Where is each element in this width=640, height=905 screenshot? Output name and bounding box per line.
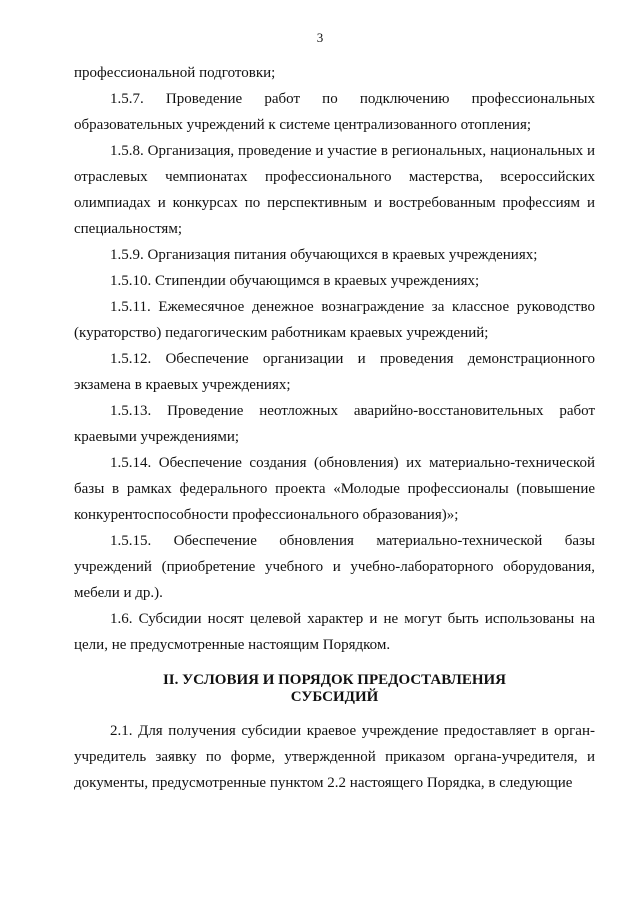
section-heading-line-1: II. УСЛОВИЯ И ПОРЯДОК ПРЕДОСТАВЛЕНИЯ bbox=[162, 672, 507, 688]
section-heading bbox=[74, 672, 595, 706]
paragraph-1-5-12: 1.5.12. Обеспечение организации и проведения демонстрационного экзамена в краевых учреждениях; bbox=[74, 351, 595, 393]
document-body bbox=[74, 60, 595, 796]
paragraph-1-5-9: 1.5.9. Организация питания обучающихся в краевых учреждениях; bbox=[110, 247, 538, 263]
paragraph-1-5-15: 1.5.15. Обеспечение обновления материально-технической базы учреждений (приобретение учебного и учебно-лабораторного оборудования, мебели и др.). bbox=[74, 533, 595, 601]
paragraph-2-1: 2.1. Для получения субсидии краевое учреждение предоставляет в орган-учредитель заявку по форме, утвержденной приказом органа-учредителя, и документы, предусмотренные пунктом 2.2 настоящего Порядка, в следующие bbox=[74, 723, 595, 791]
paragraph-1-5-7: 1.5.7. Проведение работ по подключению профессиональных образовательных учреждений к системе централизованного отопления; bbox=[74, 91, 595, 133]
paragraph-1-5-13: 1.5.13. Проведение неотложных аварийно-восстановительных работ краевыми учреждениями; bbox=[74, 403, 595, 445]
paragraph-1-5-8: 1.5.8. Организация, проведение и участие в региональных, национальных и отраслевых чемпионатах профессионального мастерства, всероссийских олимпиадах и конкурсах по перспективным и востребованным профессиям и специальностям; bbox=[74, 143, 595, 237]
paragraph-1-5-14: 1.5.14. Обеспечение создания (обновления) их материально-технической базы в рамках федерального проекта «Молодые профессионалы (повышение конкурентоспособности профессионального образования)»; bbox=[74, 455, 595, 523]
paragraph-1-5-10: 1.5.10. Стипендии обучающимся в краевых учреждениях; bbox=[110, 273, 480, 289]
paragraph-1-5-11: 1.5.11. Ежемесячное денежное вознаграждение за классное руководство (кураторство) педагогическим работникам краевых учреждений; bbox=[74, 299, 595, 341]
paragraph-continuation: профессиональной подготовки; bbox=[74, 65, 276, 81]
paragraph-1-6: 1.6. Субсидии носят целевой характер и не могут быть использованы на цели, не предусмотренные настоящим Порядком. bbox=[74, 611, 595, 653]
section-heading-line-2: СУБСИДИЙ bbox=[290, 689, 379, 705]
page-number: 3 bbox=[316, 30, 324, 45]
